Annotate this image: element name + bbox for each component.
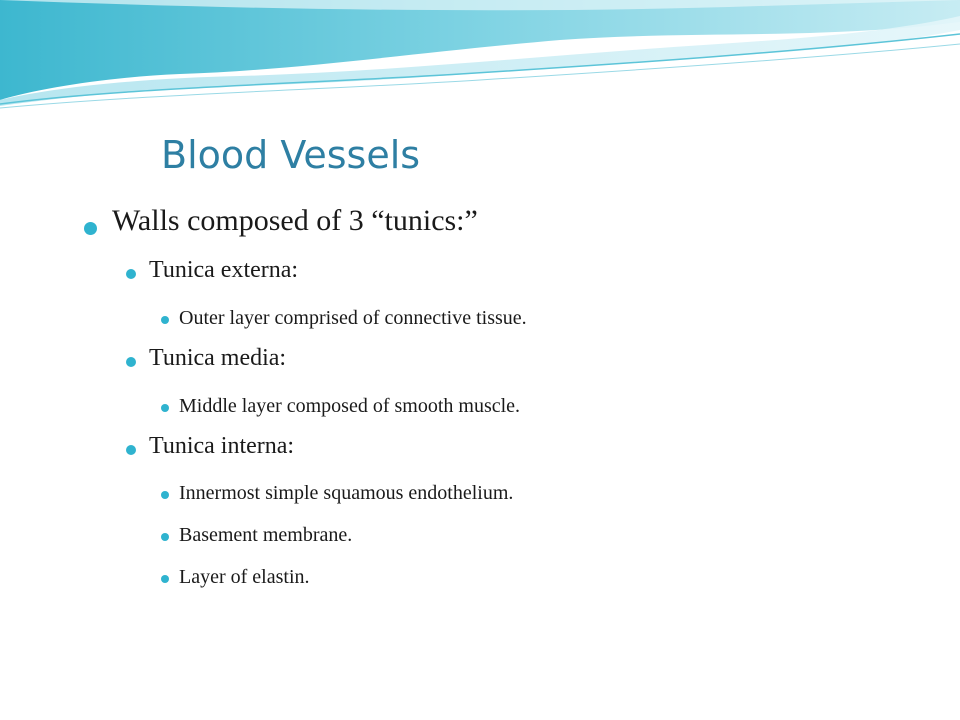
bullet-dot: [161, 316, 169, 324]
bullet-tunica-externa: Tunica externa:: [149, 257, 299, 283]
bullet-tunica-media: Tunica media:: [149, 345, 287, 371]
slide-title: Blood Vessels: [161, 133, 421, 177]
bullet-dot: [126, 357, 136, 367]
detail-middle-layer: Middle layer composed of smooth muscle.: [179, 395, 521, 417]
detail-outer-layer: Outer layer comprised of connective tissue.: [179, 307, 527, 329]
bullet-dot: [161, 533, 169, 541]
detail-elastin: Layer of elastin.: [179, 566, 310, 588]
bullet-dot: [84, 222, 97, 235]
detail-innermost: Innermost simple squamous endothelium.: [179, 482, 514, 504]
bullet-dot: [126, 445, 136, 455]
bullet-dot: [161, 404, 169, 412]
detail-basement-membrane: Basement membrane.: [179, 524, 353, 546]
bullet-tunica-interna: Tunica interna:: [149, 433, 295, 459]
bullet-dot: [126, 269, 136, 279]
bullet-walls: Walls composed of 3 “tunics:”: [112, 204, 478, 237]
bullet-dot: [161, 575, 169, 583]
top-wave-decoration: [0, 0, 960, 120]
bullet-dot: [161, 491, 169, 499]
